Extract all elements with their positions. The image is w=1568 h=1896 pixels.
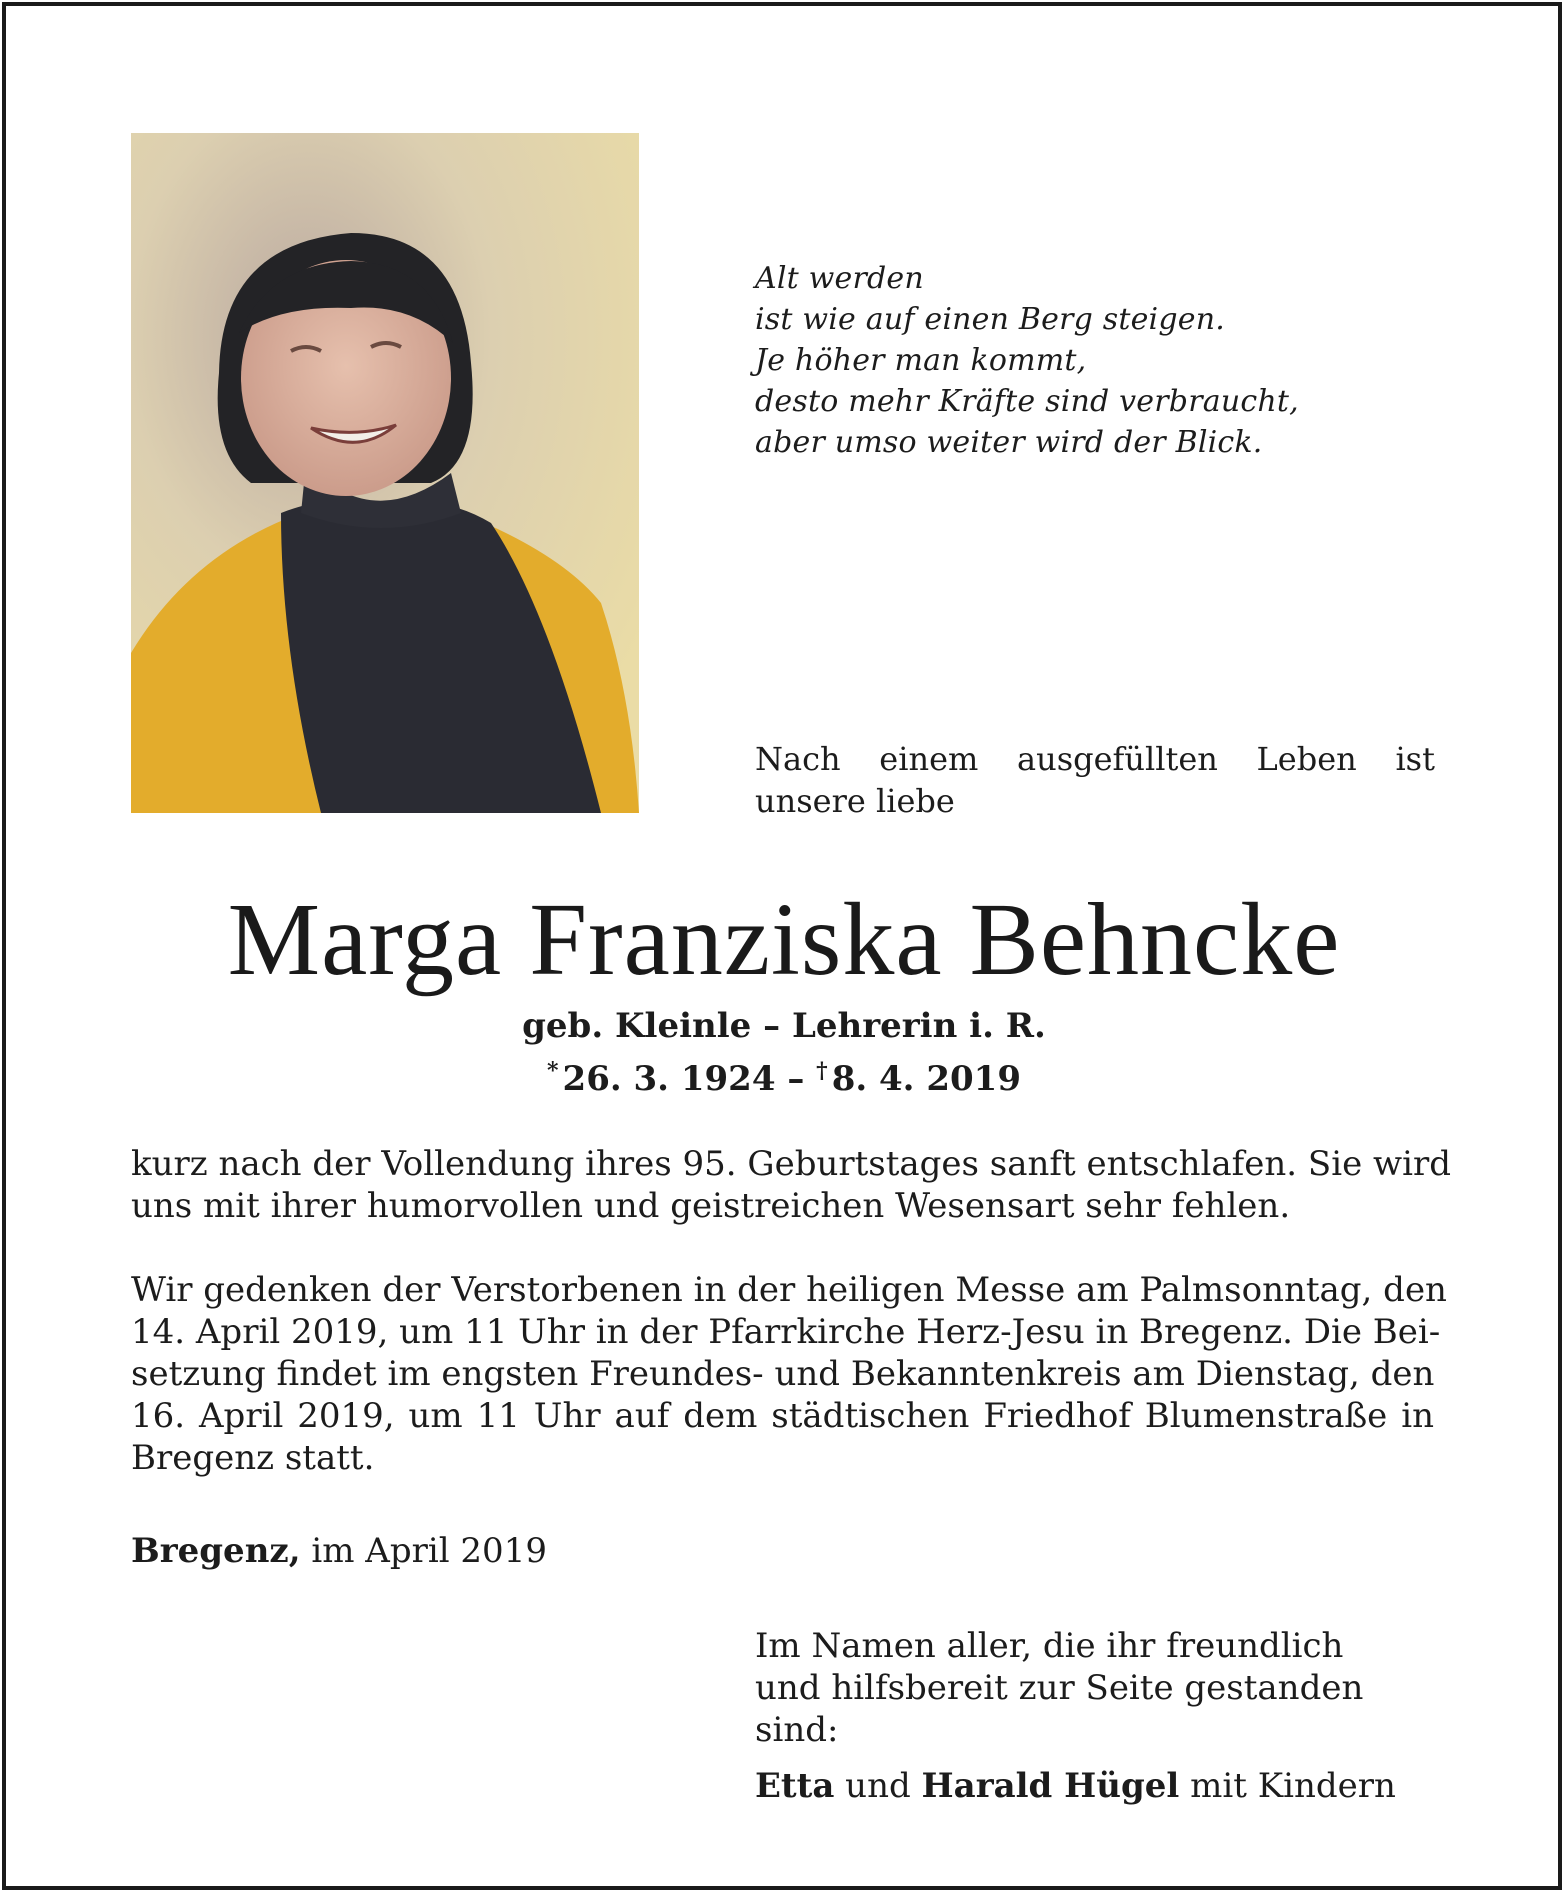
conjunction: und	[845, 1766, 911, 1806]
birth-symbol: *	[547, 1058, 559, 1084]
paragraph-line: 16. April 2019, um 11 Uhr auf dem städtischen Friedhof Blumenstraße in	[131, 1396, 1434, 1436]
place: Bregenz,	[131, 1531, 301, 1571]
paragraph-line: 14. April 2019, um 11 Uhr in der Pfarrkirche Herz-Jesu in Bregenz. Die Bei-	[131, 1312, 1441, 1352]
poem-line: Alt werden	[755, 261, 924, 296]
intro-word: ist	[1395, 740, 1435, 778]
deceased-name: Marga Franziska Behncke	[227, 882, 1341, 997]
portrait-photo	[131, 133, 639, 813]
intro-word: ausgefüllten	[1017, 740, 1218, 778]
birth-date: 26. 3. 1924 –	[562, 1059, 805, 1099]
signature-block	[755, 1625, 1455, 1807]
intro-word: Nach	[755, 740, 841, 778]
intro-line: unsere liebe	[755, 782, 955, 820]
place-date	[131, 1530, 547, 1572]
poem-line: Je höher man kommt,	[755, 343, 1087, 378]
death-symbol: †	[816, 1058, 828, 1084]
announcement-paragraph	[131, 1143, 1451, 1227]
signature-line: Im Namen aller, die ihr freundlich	[755, 1626, 1344, 1666]
intro-line	[755, 738, 1435, 780]
paragraph-line: uns mit ihrer humorvollen und geistreichen Wesensart sehr fehlen.	[131, 1186, 1291, 1226]
intro-word: einem	[879, 740, 979, 778]
mourner-names	[755, 1765, 1455, 1807]
life-dates	[0, 1051, 1568, 1099]
mourner-name: Etta	[755, 1766, 835, 1806]
date: im April 2019	[311, 1531, 547, 1571]
poem-line: aber umso weiter wird der Blick.	[755, 425, 1263, 460]
deceased-subtitle: geb. Kleinle – Lehrerin i. R.	[522, 1006, 1046, 1046]
death-date: 8. 4. 2019	[831, 1059, 1021, 1099]
signature-line: und hilfsbereit zur Seite gestanden sind:	[755, 1668, 1364, 1750]
portrait-image	[131, 133, 639, 813]
intro-text	[755, 738, 1435, 822]
poem	[755, 258, 1455, 463]
mourner-suffix: mit Kindern	[1190, 1766, 1396, 1806]
service-paragraph	[131, 1269, 1447, 1479]
paragraph-line: setzung findet im engsten Freundes- und Bekanntenkreis am Dienstag, den	[131, 1354, 1435, 1394]
mourner-name: Harald Hügel	[921, 1766, 1180, 1806]
paragraph-line: Wir gedenken der Verstorbenen in der heiligen Messe am Palmsonntag, den	[131, 1270, 1447, 1310]
paragraph-line: kurz nach der Vollendung ihres 95. Geburtstages sanft entschlafen. Sie wird	[131, 1144, 1451, 1184]
paragraph-line: Bregenz statt.	[131, 1438, 375, 1478]
poem-line: desto mehr Kräfte sind verbraucht,	[755, 384, 1299, 419]
poem-line: ist wie auf einen Berg steigen.	[755, 302, 1225, 337]
intro-word: Leben	[1256, 740, 1357, 778]
